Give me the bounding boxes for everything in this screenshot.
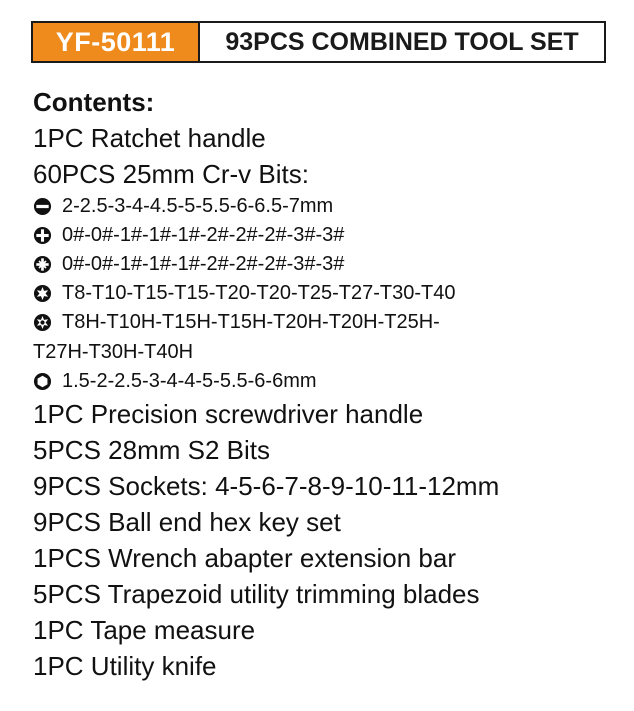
bit-row-hex	[33, 367, 623, 396]
contents-heading: Contents:	[33, 87, 155, 117]
item-sockets: 9PCS Sockets: 4-5-6-7-8-9-10-11-12mm	[33, 471, 500, 501]
phillips-bit-icon	[33, 226, 52, 245]
bit-row-text: 0#-0#-1#-1#-1#-2#-2#-2#-3#-3#	[62, 253, 345, 275]
model-number: YF-50111	[33, 23, 200, 61]
bit-row-phillips	[33, 221, 623, 250]
bit-row-pozidriv	[33, 250, 623, 279]
hex-bit-icon	[33, 372, 52, 391]
item-extension-bar: 1PCS Wrench abapter extension bar	[33, 543, 456, 573]
item-tape-measure: 1PC Tape measure	[33, 615, 256, 645]
bit-row-torx-tamper	[33, 308, 623, 337]
pozidriv-bit-icon	[33, 255, 52, 274]
bit-row-text: 2-2.5-3-4-4.5-5-5.5-6-6.5-7mm	[62, 195, 334, 217]
item-trimming-blades: 5PCS Trapezoid utility trimming blades	[33, 579, 480, 609]
torx-bit-icon	[33, 284, 52, 303]
item-utility-knife: 1PC Utility knife	[33, 651, 217, 681]
contents-list	[33, 84, 623, 684]
bit-row-continuation: T27H-T30H-T40H	[33, 341, 194, 363]
item-bits: 60PCS 25mm Cr-v Bits:	[33, 159, 309, 189]
bit-row-torx	[33, 279, 623, 308]
item-ratchet-handle: 1PC Ratchet handle	[33, 123, 266, 153]
item-precision-handle: 1PC Precision screwdriver handle	[33, 399, 424, 429]
slotted-bit-icon	[33, 197, 52, 216]
bit-row-text: 0#-0#-1#-1#-1#-2#-2#-2#-3#-3#	[62, 224, 345, 246]
item-s2-bits: 5PCS 28mm S2 Bits	[33, 435, 270, 465]
bit-row-text: T8-T10-T15-T15-T20-T20-T25-T27-T30-T40	[62, 282, 456, 304]
bit-row-slotted	[33, 192, 623, 221]
item-hex-key-set: 9PCS Ball end hex key set	[33, 507, 341, 537]
bit-row-text: 1.5-2-2.5-3-4-4-5-5.5-6-6mm	[62, 370, 317, 392]
bit-row-text: T8H-T10H-T15H-T15H-T20H-T20H-T25H-	[62, 311, 440, 333]
product-header	[31, 21, 606, 63]
torx-tamper-bit-icon	[33, 313, 52, 332]
product-title: 93PCS COMBINED TOOL SET	[225, 27, 579, 56]
